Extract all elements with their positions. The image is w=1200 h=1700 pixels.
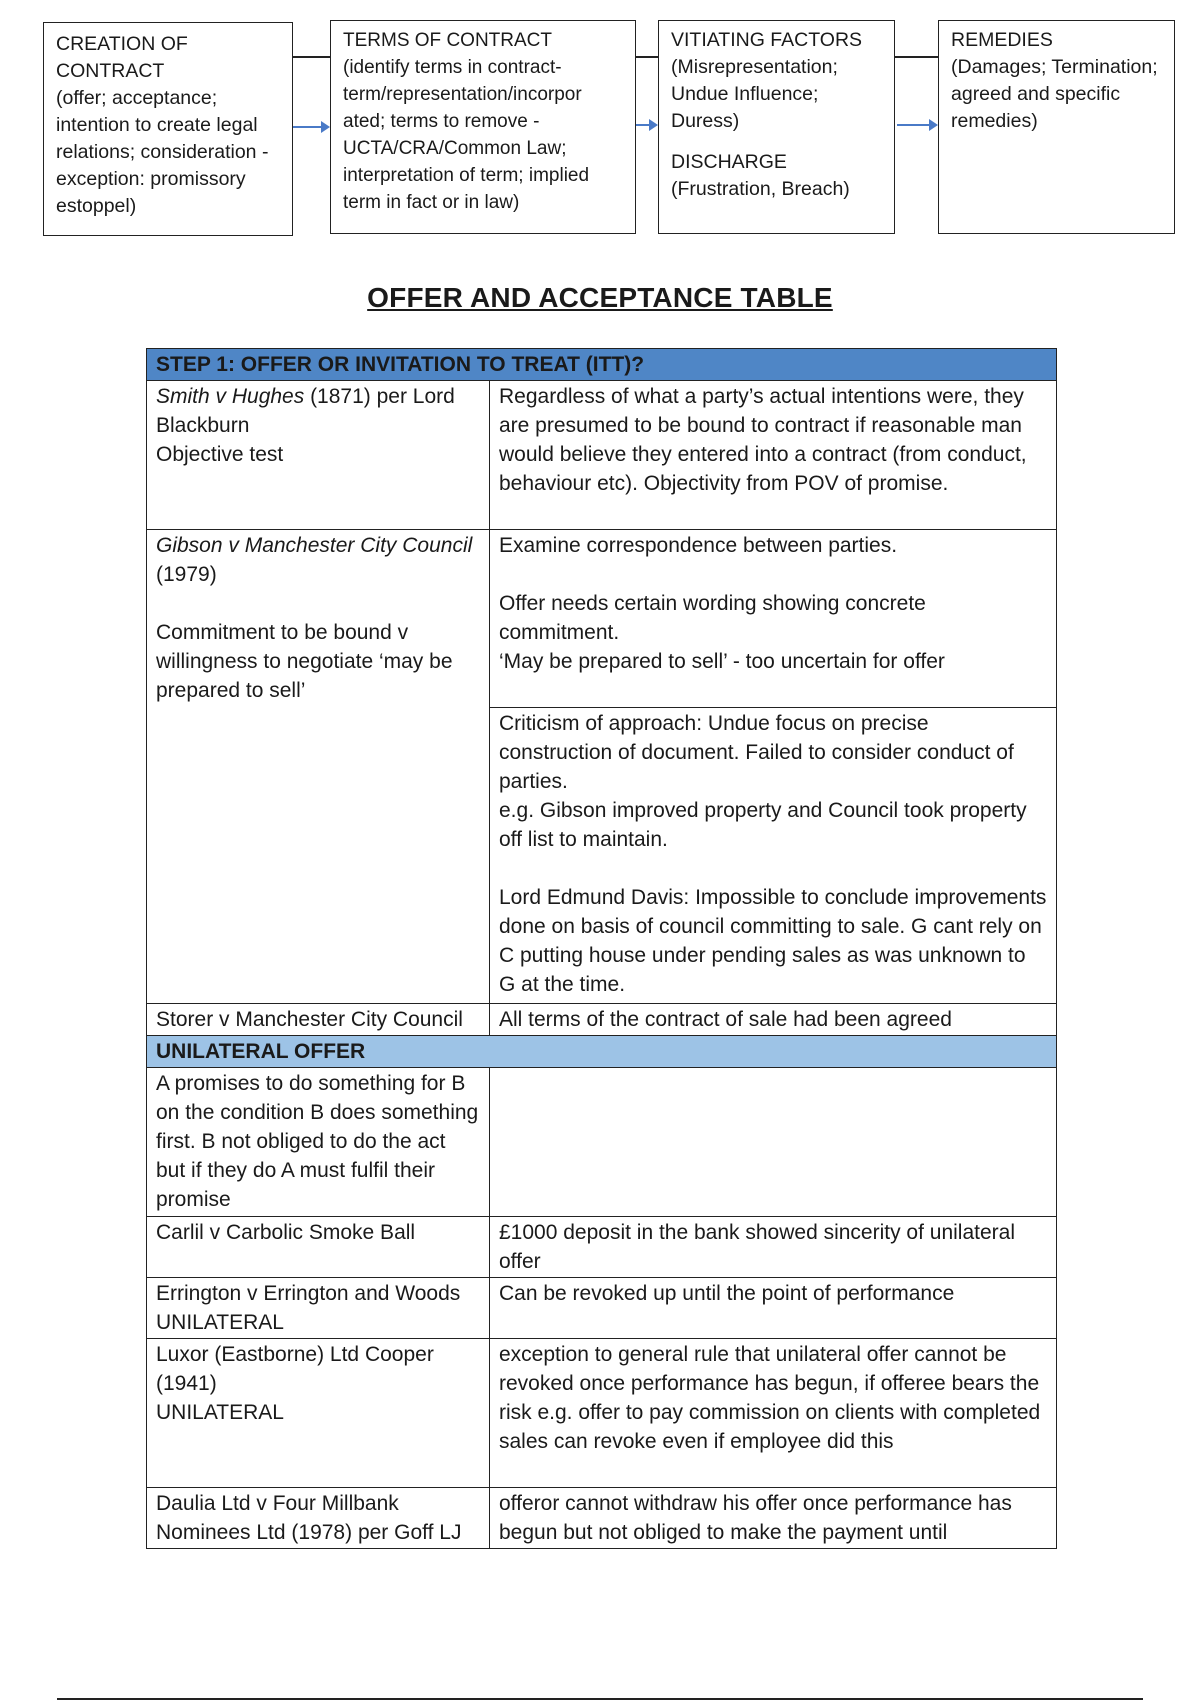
flow-box-body: (offer; acceptance; intention to create legal relations; consideration - exception: promissory estoppel) bbox=[56, 87, 269, 217]
flow-connector bbox=[293, 56, 330, 58]
flow-box-body: (Damages; Termination; agreed and specific remedies) bbox=[951, 56, 1158, 132]
table-row bbox=[147, 1278, 1057, 1339]
case-cell bbox=[147, 1278, 490, 1339]
flow-box-title: CREATION OF CONTRACT bbox=[56, 33, 188, 82]
description-cell: offeror cannot withdraw his offer once performance has begun but not obliged to make the payment until bbox=[490, 1488, 1057, 1549]
case-cell: Carlil v Carbolic Smoke Ball bbox=[147, 1217, 490, 1278]
flow-box-title-discharge: DISCHARGE bbox=[671, 151, 787, 173]
case-cell bbox=[147, 1339, 490, 1488]
criticism-line: Criticism of approach: Undue focus on precise construction of document. Failed to consider conduct of parties. bbox=[499, 712, 1014, 793]
description-cell: Regardless of what a party’s actual intentions were, they are presumed to be bound to contract if reasonable man would believe they entered into a contract (from conduct, behaviour etc). Objectivity from POV of promise. bbox=[490, 381, 1057, 530]
flow-arrow bbox=[293, 126, 328, 128]
table-section-header bbox=[147, 349, 1057, 381]
flow-connector bbox=[895, 56, 938, 58]
description-line: Examine correspondence between parties. bbox=[499, 534, 898, 557]
case-cell: Daulia Ltd v Four Millbank Nominees Ltd (1978) per Goff LJ bbox=[147, 1488, 490, 1549]
flow-box-body-discharge: (Frustration, Breach) bbox=[671, 178, 850, 200]
description-line: Offer needs certain wording showing concrete commitment. bbox=[499, 592, 926, 644]
description-line: ‘May be prepared to sell’ - too uncertain for offer bbox=[499, 650, 945, 673]
flow-box-remedies bbox=[938, 20, 1175, 234]
case-tag: UNILATERAL bbox=[156, 1401, 284, 1424]
table-row bbox=[147, 1068, 1057, 1217]
flow-box-terms bbox=[330, 20, 636, 234]
flow-box-title: REMEDIES bbox=[951, 29, 1053, 51]
case-note: Commitment to be bound v willingness to negotiate ‘may be prepared to sell’ bbox=[156, 621, 453, 702]
flow-box-title: TERMS OF CONTRACT bbox=[343, 30, 552, 51]
criticism-line: e.g. Gibson improved property and Council took property off list to maintain. bbox=[499, 799, 1027, 851]
flow-arrow bbox=[897, 124, 936, 126]
table-row bbox=[147, 1217, 1057, 1278]
unilateral-header: UNILATERAL OFFER bbox=[147, 1036, 1057, 1068]
description-cell: exception to general rule that unilateral offer cannot be revoked once performance has begun, if offeree bears the risk e.g. offer to pay commission on clients with completed sales can revoke even if employee did this bbox=[490, 1339, 1057, 1488]
table-row bbox=[147, 1339, 1057, 1488]
case-note: Objective test bbox=[156, 443, 284, 466]
case-name: Errington v Errington and Woods bbox=[156, 1282, 461, 1305]
description-cell bbox=[490, 530, 1057, 708]
case-name: Gibson v Manchester City Council bbox=[156, 534, 473, 557]
table-row bbox=[147, 381, 1057, 530]
description-cell: £1000 deposit in the bank showed sincerity of unilateral offer bbox=[490, 1217, 1057, 1278]
flow-connector bbox=[636, 56, 658, 58]
description-cell: All terms of the contract of sale had been agreed bbox=[490, 1004, 1057, 1036]
table-row bbox=[147, 530, 1057, 708]
case-tag: UNILATERAL bbox=[156, 1311, 284, 1334]
offer-acceptance-table bbox=[146, 348, 1057, 1549]
page-title: OFFER AND ACCEPTANCE TABLE bbox=[367, 282, 833, 313]
criticism-line: Lord Edmund Davis: Impossible to conclude improvements done on basis of council committing to sale. G cant rely on C putting house under pending sales as was unknown to G at the time. bbox=[499, 886, 1047, 996]
description-cell bbox=[490, 708, 1057, 1004]
case-cell bbox=[147, 381, 490, 530]
flow-box-vitiating bbox=[658, 20, 895, 234]
flow-arrow bbox=[636, 124, 656, 126]
table-row bbox=[147, 1488, 1057, 1549]
table-row bbox=[147, 1004, 1057, 1036]
flow-box-body: (identify terms in contract- term/representation/incorpor ated; terms to remove - UCTA/CRA/Common Law; interpretation of term; implied term in fact or in law) bbox=[343, 57, 590, 213]
empty-cell bbox=[490, 1068, 1057, 1217]
case-name: Luxor (Eastborne) Ltd Cooper (1941) bbox=[156, 1343, 434, 1395]
definition-cell: A promises to do something for B on the condition B does something first. B not obliged to do the act but if they do A must fulfil their promise bbox=[147, 1068, 490, 1217]
flow-box-title: VITIATING FACTORS bbox=[671, 29, 863, 51]
flow-box-body: (Misrepresentation; Undue Influence; Duress) bbox=[671, 56, 838, 132]
case-cell: Storer v Manchester City Council bbox=[147, 1004, 490, 1036]
flow-box-creation bbox=[43, 22, 293, 236]
case-citation: (1871) per Lord Blackburn bbox=[156, 385, 455, 437]
case-cell bbox=[147, 530, 490, 1004]
case-citation: (1979) bbox=[156, 563, 217, 586]
table-section-header bbox=[147, 1036, 1057, 1068]
description-cell: Can be revoked up until the point of performance bbox=[490, 1278, 1057, 1339]
page-divider bbox=[57, 1698, 1143, 1700]
step1-header: STEP 1: OFFER OR INVITATION TO TREAT (ITT)? bbox=[147, 349, 1057, 381]
case-name: Smith v Hughes bbox=[156, 385, 305, 408]
